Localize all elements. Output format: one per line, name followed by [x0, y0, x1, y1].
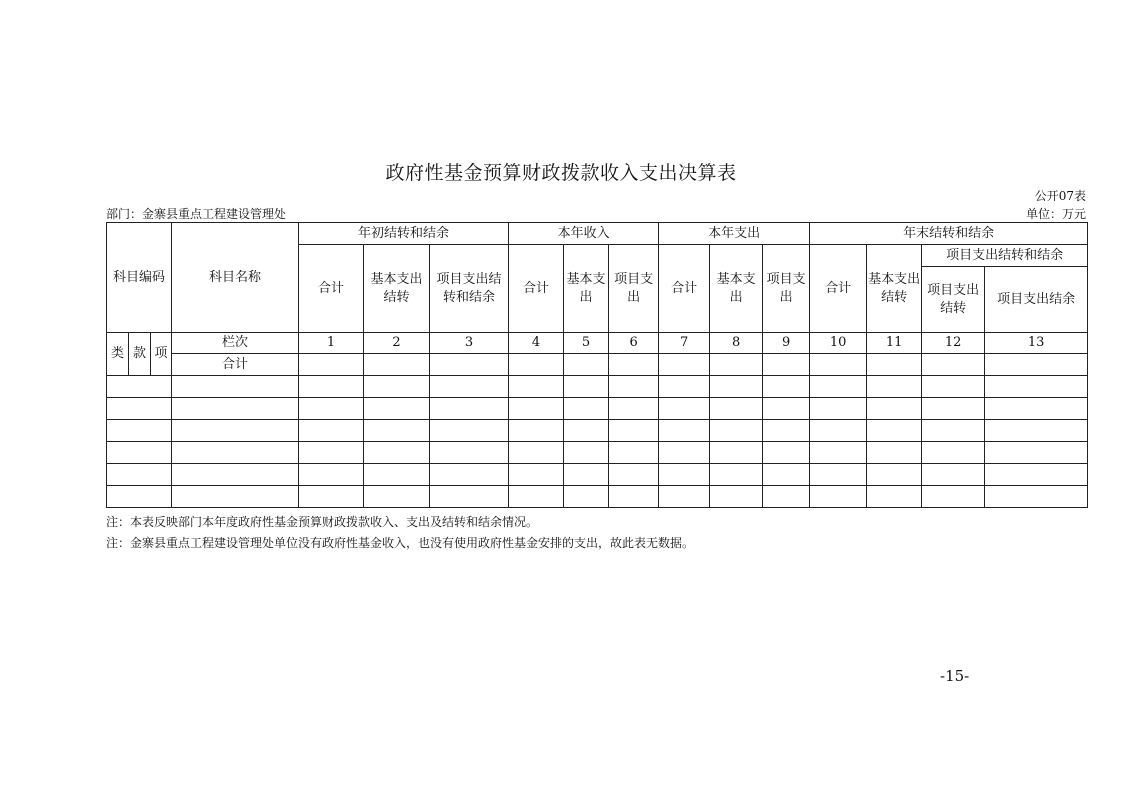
data-cell — [430, 376, 509, 398]
data-cell — [659, 376, 710, 398]
data-cell — [810, 398, 867, 420]
column-number: 12 — [922, 333, 985, 354]
column-number: 10 — [810, 333, 867, 354]
closing-total-header: 合计 — [810, 245, 867, 333]
data-cell — [985, 442, 1088, 464]
table-note: 注：本表反映部门本年度政府性基金预算财政拨款收入、支出及结转和结余情况。 — [106, 515, 539, 529]
data-cell — [172, 464, 299, 486]
table-row — [107, 420, 1088, 442]
data-cell — [867, 420, 922, 442]
data-cell — [564, 464, 609, 486]
data-cell — [564, 420, 609, 442]
data-cell — [609, 420, 659, 442]
data-cell — [810, 420, 867, 442]
data-cell — [985, 398, 1088, 420]
data-cell — [763, 442, 810, 464]
subject-name-header: 科目名称 — [172, 223, 299, 333]
data-cell — [922, 376, 985, 398]
data-cell — [659, 398, 710, 420]
data-cell — [364, 420, 430, 442]
data-cell — [609, 354, 659, 376]
column-number: 5 — [564, 333, 609, 354]
code-cell — [107, 464, 172, 486]
data-cell — [172, 486, 299, 508]
data-cell — [509, 354, 564, 376]
page-number: -15- — [940, 667, 970, 685]
code-cell — [107, 398, 172, 420]
closing-project-balance-header: 项目支出结余 — [985, 267, 1088, 333]
data-cell — [364, 486, 430, 508]
data-cell — [509, 442, 564, 464]
data-cell — [710, 354, 763, 376]
data-cell — [985, 420, 1088, 442]
opening-project-carry-balance-header: 项目支出结转和结余 — [430, 245, 509, 333]
no-data-note: 注：金寨县重点工程建设管理处单位没有政府性基金收入，也没有使用政府性基金安排的支出，故此表无数据。 — [106, 536, 695, 550]
expense-total-header: 合计 — [659, 245, 710, 333]
data-cell — [659, 464, 710, 486]
data-cell — [922, 354, 985, 376]
data-cell — [299, 398, 364, 420]
data-cell — [710, 442, 763, 464]
subject-code-header: 科目编码 — [107, 223, 172, 333]
data-cell — [364, 398, 430, 420]
data-cell — [364, 464, 430, 486]
data-cell — [172, 442, 299, 464]
data-cell — [867, 354, 922, 376]
closing-balance-header: 年末结转和结余 — [810, 223, 1088, 245]
data-cell — [509, 420, 564, 442]
data-cell — [609, 464, 659, 486]
data-cell — [299, 354, 364, 376]
data-cell — [922, 486, 985, 508]
column-number: 7 — [659, 333, 710, 354]
data-cell — [763, 354, 810, 376]
data-cell — [609, 442, 659, 464]
code-cell — [107, 420, 172, 442]
data-cell — [763, 464, 810, 486]
data-cell — [609, 376, 659, 398]
data-cell — [710, 376, 763, 398]
data-cell — [509, 486, 564, 508]
form-code: 公开07表 — [1034, 189, 1086, 203]
data-cell — [985, 464, 1088, 486]
data-cell — [922, 442, 985, 464]
data-cell — [509, 464, 564, 486]
column-number: 13 — [985, 333, 1088, 354]
data-cell — [867, 376, 922, 398]
data-cell — [430, 464, 509, 486]
data-cell — [710, 464, 763, 486]
data-cell — [430, 442, 509, 464]
data-cell — [763, 398, 810, 420]
expense-basic-header: 基本支出 — [710, 245, 763, 333]
data-cell — [364, 354, 430, 376]
page-title: 政府性基金预算财政拨款收入支出决算表 — [385, 162, 737, 184]
data-cell — [810, 486, 867, 508]
table-row — [107, 486, 1088, 508]
data-cell — [299, 464, 364, 486]
data-cell — [299, 420, 364, 442]
data-cell — [710, 398, 763, 420]
data-cell — [430, 486, 509, 508]
current-income-header: 本年收入 — [509, 223, 659, 245]
data-cell — [430, 420, 509, 442]
data-cell — [564, 398, 609, 420]
data-cell — [867, 398, 922, 420]
data-cell — [659, 486, 710, 508]
code-class-header: 类 — [107, 333, 129, 376]
data-cell — [659, 420, 710, 442]
data-cell — [299, 442, 364, 464]
income-project-header: 项目支出 — [609, 245, 659, 333]
column-number: 4 — [509, 333, 564, 354]
opening-basic-carry-header: 基本支出结转 — [364, 245, 430, 333]
data-cell — [922, 398, 985, 420]
table-row — [107, 442, 1088, 464]
table-row — [107, 376, 1088, 398]
unit-label: 单位：万元 — [1025, 207, 1086, 221]
total-row-label: 合计 — [172, 354, 299, 376]
empty-data-rows — [107, 376, 1088, 508]
code-section-header: 款 — [129, 333, 151, 376]
department-label: 部门：金寨县重点工程建设管理处 — [106, 207, 287, 221]
data-cell — [564, 376, 609, 398]
data-cell — [564, 442, 609, 464]
data-cell — [810, 464, 867, 486]
code-item-header: 项 — [151, 333, 172, 376]
column-number: 2 — [364, 333, 430, 354]
data-cell — [609, 486, 659, 508]
data-cell — [364, 442, 430, 464]
data-cell — [810, 354, 867, 376]
column-number: 6 — [609, 333, 659, 354]
data-cell — [172, 420, 299, 442]
data-cell — [364, 376, 430, 398]
column-number: 11 — [867, 333, 922, 354]
data-cell — [430, 398, 509, 420]
data-cell — [763, 486, 810, 508]
data-cell — [299, 486, 364, 508]
data-cell — [299, 376, 364, 398]
data-cell — [867, 464, 922, 486]
expense-project-header: 项目支出 — [763, 245, 810, 333]
current-expense-header: 本年支出 — [659, 223, 810, 245]
data-cell — [867, 486, 922, 508]
column-number: 3 — [430, 333, 509, 354]
column-number: 1 — [299, 333, 364, 354]
data-cell — [810, 376, 867, 398]
closing-project-group-header: 项目支出结转和结余 — [922, 245, 1088, 267]
fund-budget-table — [106, 222, 1088, 508]
data-cell — [172, 398, 299, 420]
table-row — [107, 398, 1088, 420]
data-cell — [922, 464, 985, 486]
data-cell — [564, 354, 609, 376]
income-basic-header: 基本支出 — [564, 245, 609, 333]
income-total-header: 合计 — [509, 245, 564, 333]
code-cell — [107, 486, 172, 508]
data-cell — [867, 442, 922, 464]
column-index-label: 栏次 — [172, 333, 299, 354]
data-cell — [985, 354, 1088, 376]
opening-balance-header: 年初结转和结余 — [299, 223, 509, 245]
data-cell — [609, 398, 659, 420]
data-cell — [985, 486, 1088, 508]
data-cell — [659, 354, 710, 376]
column-number: 8 — [710, 333, 763, 354]
closing-project-carry-header: 项目支出结转 — [922, 267, 985, 333]
opening-total-header: 合计 — [299, 245, 364, 333]
data-cell — [710, 420, 763, 442]
data-cell — [763, 420, 810, 442]
column-number: 9 — [763, 333, 810, 354]
data-cell — [985, 376, 1088, 398]
data-cell — [710, 486, 763, 508]
data-cell — [509, 376, 564, 398]
data-cell — [763, 376, 810, 398]
data-cell — [172, 376, 299, 398]
code-cell — [107, 376, 172, 398]
data-cell — [564, 486, 609, 508]
table-row — [107, 464, 1088, 486]
data-cell — [922, 420, 985, 442]
data-cell — [430, 354, 509, 376]
data-cell — [509, 398, 564, 420]
data-cell — [659, 442, 710, 464]
data-cell — [810, 442, 867, 464]
closing-basic-carry-header: 基本支出结转 — [867, 245, 922, 333]
code-cell — [107, 442, 172, 464]
